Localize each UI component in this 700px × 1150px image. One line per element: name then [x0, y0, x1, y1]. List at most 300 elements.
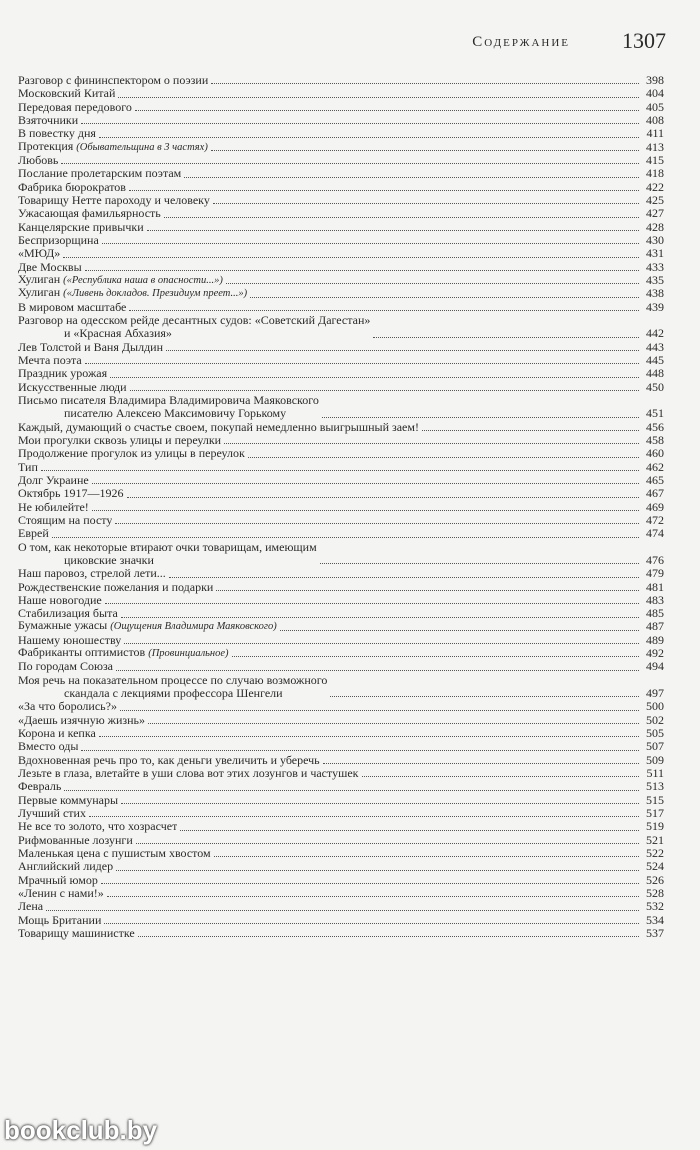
toc-entry-page: 439	[646, 299, 664, 314]
toc-entry-title	[18, 594, 102, 607]
toc-entry-title	[18, 421, 419, 434]
toc-entry-title-text: «Даешь изячную жизнь»	[18, 713, 146, 727]
toc-entry-title-text: Передовая передового	[18, 100, 132, 114]
toc-entry	[18, 341, 664, 354]
table-of-contents	[18, 74, 664, 940]
toc-entry-title-text: Продолжение прогулок из улицы в переулок	[18, 447, 245, 461]
toc-entry-title-text: Английский лидер	[18, 860, 114, 874]
toc-entry-title	[18, 900, 43, 913]
dot-leader	[129, 190, 639, 191]
toc-entry-title-text: Мечта поэта	[18, 353, 82, 367]
toc-entry-title	[18, 674, 327, 701]
toc-entry-page: 431	[646, 246, 664, 261]
toc-entry-title	[18, 140, 208, 154]
toc-entry-note: («Ливень докладов. Президиум преет...»)	[63, 288, 248, 300]
dot-leader	[136, 843, 639, 844]
toc-entry	[18, 447, 664, 460]
toc-entry-title-text: «Ленин с нами!»	[18, 887, 104, 901]
toc-entry	[18, 167, 664, 180]
toc-entry	[18, 621, 664, 634]
toc-entry-page: 428	[646, 219, 664, 234]
toc-entry-title-text: Бумажные ужасы	[18, 619, 108, 633]
toc-entry-title-text: Наше новогодие	[18, 593, 102, 607]
toc-entry-title	[18, 607, 118, 620]
toc-entry-title	[18, 767, 359, 780]
toc-entry-title-text: В повестку дня	[18, 127, 96, 141]
toc-entry-title	[18, 646, 229, 660]
dot-leader	[110, 377, 639, 378]
dot-leader	[64, 790, 639, 791]
toc-entry-page: 509	[646, 752, 664, 767]
toc-entry-title	[18, 754, 320, 767]
toc-entry-title	[18, 527, 49, 540]
toc-entry-title-text: Стабилизация быта	[18, 607, 118, 621]
toc-entry-title-text: Товарищу Нетте пароходу и человеку	[18, 193, 210, 207]
page-number: 1307	[622, 28, 666, 53]
dot-leader	[180, 830, 639, 831]
toc-entry-title-text: Маленькая цена с пушистым хвостом	[18, 847, 211, 861]
toc-entry	[18, 847, 664, 860]
dot-leader	[148, 723, 639, 724]
toc-entry-title-line: О том, как некоторые втирают очки товарищам, имеющим	[18, 540, 317, 554]
toc-entry-page: 494	[646, 659, 664, 674]
dot-leader	[216, 590, 639, 591]
dot-leader	[166, 350, 639, 351]
dot-leader	[101, 883, 639, 884]
toc-entry-title-text: Мои прогулки сквозь улицы и переулки	[18, 433, 222, 447]
toc-entry	[18, 567, 664, 580]
toc-entry-title-text: Не юбилейте!	[18, 500, 89, 514]
toc-entry-page: 422	[646, 179, 664, 194]
dot-leader	[164, 217, 639, 218]
toc-entry-title	[18, 247, 60, 260]
toc-entry-page: 469	[646, 499, 664, 514]
toc-entry-title-text: Наш паровоз, стрелой лети...	[18, 567, 166, 581]
toc-entry-title	[18, 261, 82, 274]
toc-entry-title	[18, 567, 166, 580]
toc-entry-title-line: Разговор на одесском рейде десантных судов: «Советский Дагестан»	[18, 313, 371, 327]
watermark: bookclub.by	[4, 1115, 158, 1145]
toc-entry-title-continuation: писателю Алексею Максимовичу Горькому	[64, 406, 287, 421]
toc-entry-page: 443	[646, 339, 664, 354]
toc-entry-title	[18, 434, 221, 447]
toc-entry-title	[18, 286, 247, 300]
dot-leader	[422, 430, 639, 431]
toc-entry-title	[18, 514, 112, 527]
toc-entry-title	[18, 114, 78, 127]
toc-entry-title	[18, 727, 96, 740]
toc-entry	[18, 501, 664, 514]
dot-leader	[362, 776, 640, 777]
toc-entry	[18, 700, 664, 713]
toc-entry-title	[18, 501, 89, 514]
toc-entry-title-text: Каждый, думающий о счастье своем, покупай немедленно выигрышный заем!	[18, 420, 419, 434]
toc-entry-page: 415	[646, 152, 664, 167]
toc-entry-page: 515	[646, 792, 664, 807]
toc-entry-title-text: Вдохновенная речь про то, как деньги увеличить и уберечь	[18, 753, 320, 767]
toc-entry-title-text: Две Москвы	[18, 260, 82, 274]
toc-entry-title-text: Фабрика бюрократов	[18, 180, 126, 194]
toc-entry-note: («Республика наша в опасности...»)	[63, 274, 223, 286]
toc-entry-page: 456	[646, 419, 664, 434]
toc-entry-title-text: В мировом масштабе	[18, 300, 127, 314]
dot-leader	[116, 870, 639, 871]
toc-entry-title-text: Хулиган	[18, 272, 61, 286]
toc-entry-page: 472	[646, 512, 664, 527]
dot-leader	[81, 750, 639, 751]
dot-leader	[147, 230, 639, 231]
toc-entry-page: 534	[646, 912, 664, 927]
dot-leader	[120, 710, 639, 711]
toc-entry	[18, 874, 664, 887]
toc-entry-page: 451	[646, 406, 664, 421]
toc-entry-page: 430	[646, 232, 664, 247]
toc-entry	[18, 660, 664, 673]
toc-entry-title-continuation: скандала с лекциями профессора Шенгели	[64, 686, 283, 701]
dot-leader	[121, 617, 639, 618]
toc-entry-page: 418	[646, 166, 664, 181]
dot-leader	[92, 510, 639, 511]
toc-entry-title	[18, 807, 86, 820]
toc-entry-title	[18, 167, 181, 180]
dot-leader	[105, 603, 639, 604]
toc-entry	[18, 887, 664, 900]
toc-entry-title-text: Канцелярские привычки	[18, 220, 144, 234]
toc-entry	[18, 101, 664, 114]
toc-entry-title-text: «МЮД»	[18, 247, 61, 261]
toc-entry-title-text: Хулиган	[18, 286, 61, 300]
toc-entry-title	[18, 820, 177, 833]
dot-leader	[61, 163, 639, 164]
toc-entry	[18, 74, 664, 87]
toc-entry-page: 442	[646, 326, 664, 341]
dot-leader	[214, 856, 639, 857]
toc-entry-title	[18, 834, 133, 847]
toc-entry-title	[18, 234, 99, 247]
toc-entry-title-text: Фабриканты оптимистов	[18, 646, 146, 660]
dot-leader	[63, 257, 639, 258]
toc-entry-title	[18, 314, 370, 341]
toc-entry	[18, 434, 664, 447]
toc-entry-page: 489	[646, 632, 664, 647]
toc-entry	[18, 594, 664, 607]
toc-entry-title-text: Лена	[18, 900, 44, 914]
toc-entry-page: 513	[646, 779, 664, 794]
toc-entry	[18, 461, 664, 474]
toc-entry-title-text: Искусственные люди	[18, 380, 127, 394]
toc-entry-title-text: Нашему юношеству	[18, 633, 122, 647]
toc-entry-page: 505	[646, 726, 664, 741]
toc-entry	[18, 860, 664, 873]
toc-entry-page: 481	[646, 579, 664, 594]
toc-entry	[18, 834, 664, 847]
dot-leader	[46, 910, 639, 911]
toc-entry-title-text: Вместо оды	[18, 740, 79, 754]
dot-leader	[52, 537, 639, 538]
toc-entry-title-text: По городам Союза	[18, 660, 114, 674]
toc-entry	[18, 754, 664, 767]
toc-entry-title	[18, 740, 78, 753]
toc-entry-page: 524	[646, 859, 664, 874]
dot-leader	[330, 696, 639, 697]
toc-entry-title-text: Долг Украине	[18, 473, 89, 487]
toc-entry-page: 433	[646, 259, 664, 274]
toc-entry	[18, 647, 664, 660]
toc-entry-title-text: Первые коммунары	[18, 793, 119, 807]
toc-entry-title-text: Товарищу машинистке	[18, 927, 135, 941]
dot-leader	[121, 803, 639, 804]
toc-entry-title	[18, 860, 113, 873]
toc-entry-page: 479	[646, 566, 664, 581]
toc-entry-title-line: Письмо писателя Владимира Владимировича Маяковского	[18, 393, 319, 407]
dot-leader	[124, 643, 639, 644]
dot-leader	[135, 110, 639, 111]
toc-entry-page: 435	[646, 272, 664, 287]
toc-entry-page: 497	[646, 686, 664, 701]
toc-entry-title-text: Мрачный юмор	[18, 873, 98, 887]
toc-entry-title-text: Ужасающая фамильярность	[18, 207, 161, 221]
dot-leader	[41, 470, 639, 471]
toc-entry	[18, 421, 664, 434]
toc-entry-page: 398	[646, 72, 664, 87]
toc-entry	[18, 301, 664, 314]
toc-entry-title	[18, 794, 118, 807]
toc-entry-title-text: Любовь	[18, 153, 59, 167]
dot-leader	[130, 390, 639, 391]
toc-entry-page: 537	[646, 926, 664, 941]
toc-entry-title	[18, 714, 145, 727]
toc-entry-page: 492	[646, 646, 664, 661]
toc-entry-title	[18, 367, 107, 380]
toc-entry-page: 405	[646, 99, 664, 114]
dot-leader	[232, 656, 639, 657]
dot-leader	[184, 177, 639, 178]
toc-entry	[18, 727, 664, 740]
dot-leader	[138, 936, 639, 937]
toc-entry-page: 528	[646, 886, 664, 901]
toc-entry-title-text: Лев Толстой и Ваня Дылдин	[18, 340, 164, 354]
dot-leader	[280, 630, 639, 631]
toc-entry-page: 511	[646, 766, 664, 781]
toc-entry	[18, 474, 664, 487]
toc-entry-title	[18, 74, 208, 87]
dot-leader	[81, 123, 639, 124]
toc-entry-page: 519	[646, 819, 664, 834]
toc-entry	[18, 487, 664, 500]
toc-entry-title-text: Рождественские пожелания и подарки	[18, 580, 214, 594]
toc-entry-title-text: Февраль	[18, 780, 62, 794]
toc-entry-page: 413	[646, 139, 664, 154]
toc-entry-page: 517	[646, 806, 664, 821]
dot-leader	[226, 283, 639, 284]
dot-leader	[104, 923, 639, 924]
toc-entry-title-text: Мощь Британии	[18, 913, 102, 927]
toc-entry-title	[18, 780, 61, 793]
toc-entry-page: 460	[646, 446, 664, 461]
toc-entry-page: 487	[646, 619, 664, 634]
toc-entry	[18, 181, 664, 194]
toc-entry-page: 458	[646, 432, 664, 447]
toc-entry-title	[18, 634, 121, 647]
toc-entry	[18, 87, 664, 100]
toc-entry-title-text: Разговор с фининспектором о поэзии	[18, 73, 209, 87]
toc-entry-title	[18, 181, 126, 194]
toc-entry-title	[18, 273, 223, 287]
dot-leader	[169, 577, 639, 578]
toc-entry-note: (Обывательщина в 3 частях)	[76, 141, 208, 153]
toc-entry	[18, 234, 664, 247]
toc-entry-title-text: Не все то золото, что хозрасчет	[18, 820, 178, 834]
toc-entry-title-text: Московский Китай	[18, 87, 116, 101]
toc-entry-title	[18, 700, 117, 713]
dot-leader	[211, 83, 639, 84]
toc-entry-title-text: Еврей	[18, 527, 49, 541]
dot-leader	[85, 363, 639, 364]
toc-entry-title-continuation: и «Красная Абхазия»	[64, 326, 172, 341]
toc-entry-page: 445	[646, 352, 664, 367]
toc-entry-title	[18, 221, 144, 234]
toc-entry	[18, 714, 664, 727]
toc-entry-title	[18, 914, 101, 927]
toc-entry-title-text: «За что боролись?»	[18, 700, 117, 714]
toc-entry-title	[18, 154, 58, 167]
dot-leader	[373, 337, 639, 338]
toc-entry-title-line: Моя речь на показательном процессе по случаю возможного	[18, 673, 328, 687]
toc-entry-title	[18, 127, 96, 140]
toc-entry-title	[18, 619, 277, 633]
dot-leader	[92, 483, 639, 484]
toc-entry-title-text: Праздник урожая	[18, 367, 108, 381]
toc-entry	[18, 221, 664, 234]
dot-leader	[322, 417, 639, 418]
toc-entry	[18, 541, 664, 568]
toc-entry-title	[18, 394, 319, 421]
toc-entry-page: 476	[646, 552, 664, 567]
toc-entry-title	[18, 341, 163, 354]
toc-entry	[18, 367, 664, 380]
toc-entry	[18, 527, 664, 540]
toc-entry	[18, 674, 664, 701]
toc-entry-title-text: Лезьте в глаза, влетайте в уши слова вот этих лозунгов и частушек	[18, 767, 359, 781]
toc-entry-title	[18, 847, 211, 860]
toc-entry	[18, 114, 664, 127]
dot-leader	[320, 563, 639, 564]
toc-entry-title	[18, 474, 89, 487]
toc-entry-page: 483	[646, 592, 664, 607]
dot-leader	[250, 297, 639, 298]
dot-leader	[89, 816, 639, 817]
toc-entry	[18, 740, 664, 753]
toc-entry-note: (Ощущения Владимира Маяковского)	[110, 621, 277, 633]
toc-entry-title	[18, 87, 115, 100]
dot-leader	[224, 443, 639, 444]
toc-entry-note: (Провинциальное)	[148, 648, 229, 660]
toc-entry	[18, 314, 664, 341]
toc-entry	[18, 820, 664, 833]
toc-entry-title	[18, 887, 104, 900]
dot-leader	[211, 150, 639, 151]
toc-entry-title-text: Октябрь 1917—1926	[18, 487, 124, 501]
dot-leader	[127, 497, 639, 498]
toc-entry-page: 462	[646, 459, 664, 474]
toc-entry-page: 411	[646, 126, 664, 141]
dot-leader	[248, 457, 639, 458]
toc-entry-page: 522	[646, 846, 664, 861]
toc-entry	[18, 354, 664, 367]
toc-entry	[18, 381, 664, 394]
dot-leader	[115, 523, 639, 524]
toc-entry-title	[18, 354, 82, 367]
toc-entry-title	[18, 101, 132, 114]
toc-entry-page: 521	[646, 832, 664, 847]
section-title: Содержание	[472, 34, 570, 50]
dot-leader	[213, 203, 639, 204]
toc-entry-title	[18, 541, 317, 568]
running-header	[18, 30, 666, 60]
toc-entry-page: 502	[646, 712, 664, 727]
toc-entry-page: 467	[646, 486, 664, 501]
toc-entry-page: 450	[646, 379, 664, 394]
toc-entry	[18, 514, 664, 527]
toc-entry	[18, 581, 664, 594]
dot-leader	[107, 896, 639, 897]
toc-entry-title	[18, 447, 245, 460]
toc-entry-page: 408	[646, 112, 664, 127]
dot-leader	[102, 243, 639, 244]
toc-entry-title-text: Протекция	[18, 139, 74, 153]
toc-entry-page: 404	[646, 86, 664, 101]
dot-leader	[116, 670, 639, 671]
toc-entry	[18, 794, 664, 807]
dot-leader	[118, 97, 639, 98]
dot-leader	[99, 736, 639, 737]
toc-entry-title	[18, 487, 124, 500]
toc-entry-title-text: Стоящим на посту	[18, 513, 113, 527]
toc-entry	[18, 141, 664, 154]
toc-entry	[18, 900, 664, 913]
toc-entry	[18, 394, 664, 421]
toc-entry	[18, 154, 664, 167]
toc-entry-page: 532	[646, 899, 664, 914]
toc-entry-title-text: Рифмованные лозунги	[18, 833, 133, 847]
toc-entry-title	[18, 381, 127, 394]
toc-entry	[18, 914, 664, 927]
toc-entry-title-continuation: циковские значки	[64, 552, 154, 567]
toc-entry-title	[18, 207, 161, 220]
toc-entry-title	[18, 194, 210, 207]
toc-entry-title	[18, 874, 98, 887]
toc-entry-page: 474	[646, 526, 664, 541]
dot-leader	[85, 270, 639, 271]
toc-entry-title-text: Беспризорщина	[18, 233, 99, 247]
dot-leader	[99, 137, 639, 138]
toc-entry-page: 465	[646, 472, 664, 487]
toc-entry	[18, 780, 664, 793]
toc-entry	[18, 207, 664, 220]
toc-entry-title	[18, 461, 38, 474]
toc-entry-page: 507	[646, 739, 664, 754]
toc-entry	[18, 194, 664, 207]
dot-leader	[323, 763, 639, 764]
toc-entry-title	[18, 927, 135, 940]
toc-entry	[18, 767, 664, 780]
toc-entry-title	[18, 301, 126, 314]
toc-entry-page: 425	[646, 192, 664, 207]
toc-entry-title-text: Послание пролетарским поэтам	[18, 167, 182, 181]
toc-entry-page: 448	[646, 366, 664, 381]
toc-entry	[18, 807, 664, 820]
toc-entry-page: 526	[646, 872, 664, 887]
